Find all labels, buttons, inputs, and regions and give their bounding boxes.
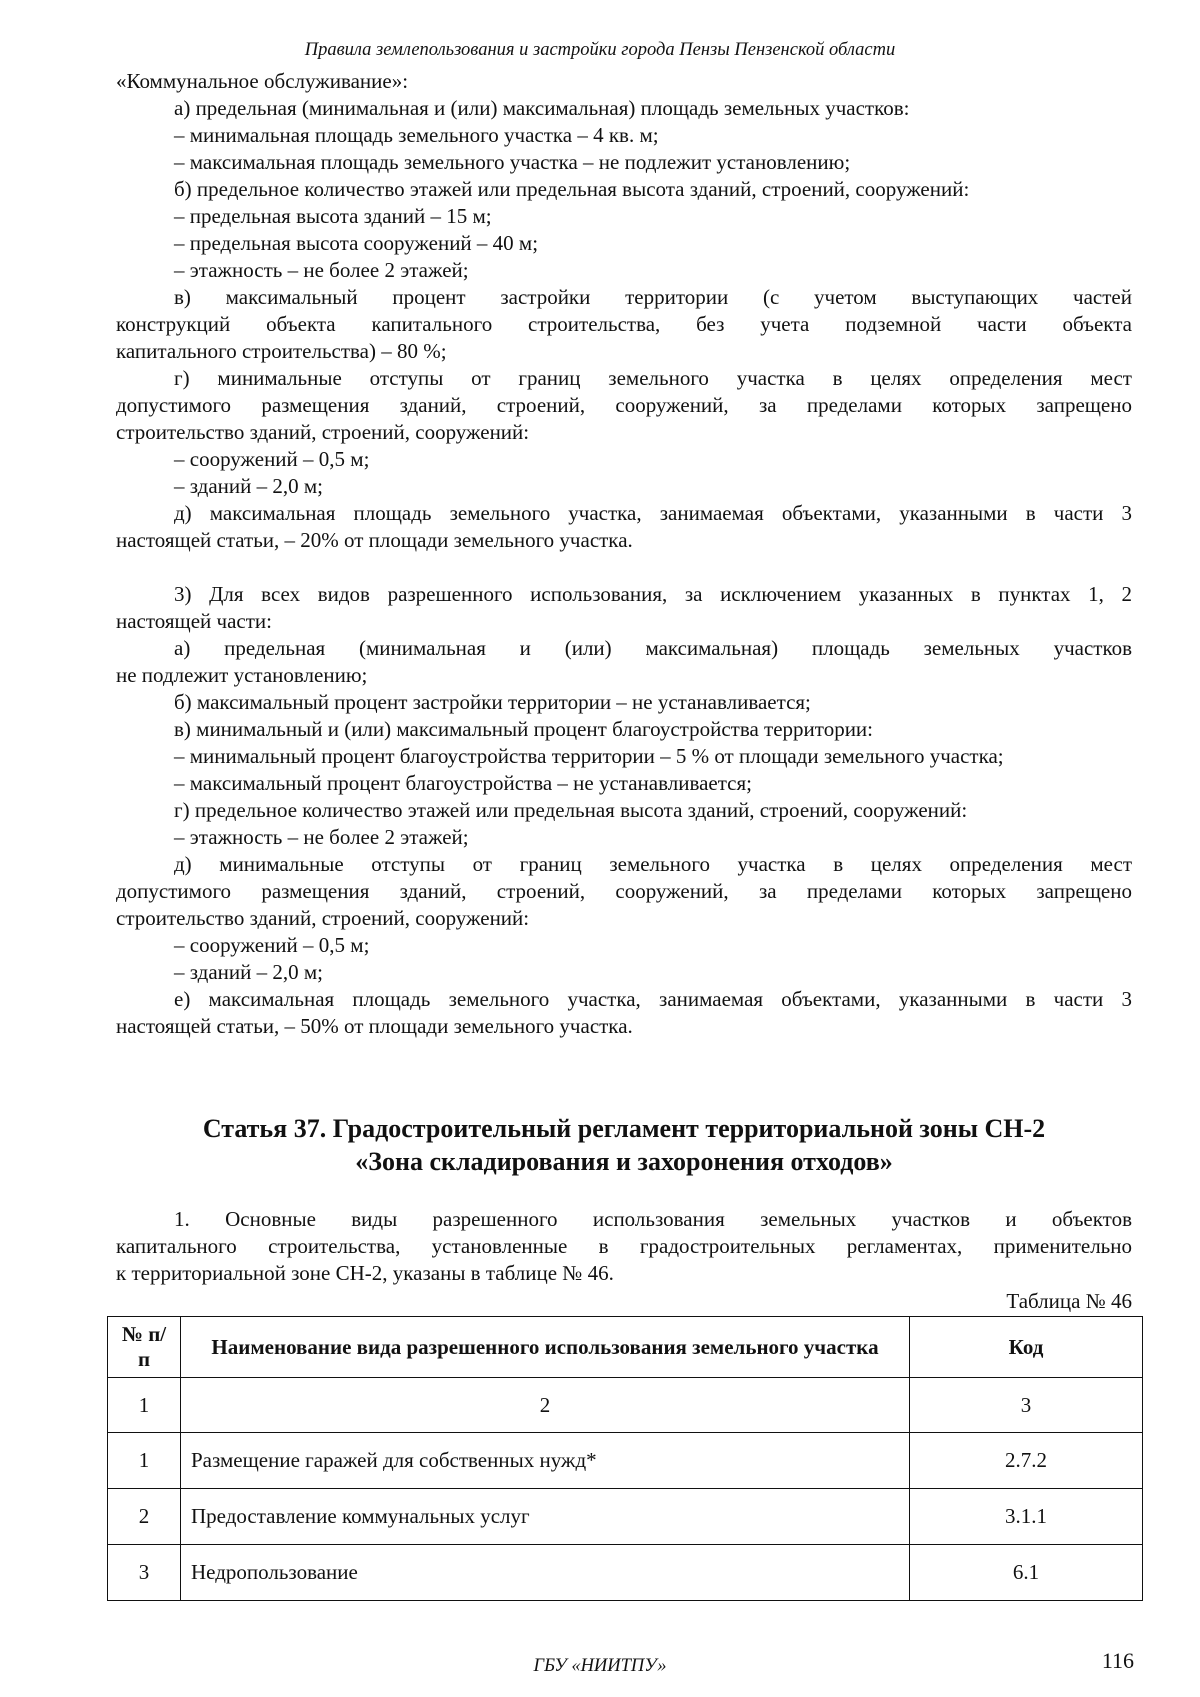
text-line: строительство зданий, строений, сооружений: <box>116 906 530 930</box>
row-code: 6.1 <box>910 1545 1143 1601</box>
table-row <box>108 1489 1143 1545</box>
land-use-table <box>107 1316 1143 1601</box>
text-line: е) максимальная площадь земельного участка, занимаемая объектами, указанными в части 3 <box>174 987 1132 1011</box>
text-line: к территориальной зоне СН-2, указаны в таблице № 46. <box>116 1261 614 1285</box>
table-header-row <box>108 1317 1143 1378</box>
table-caption: Таблица № 46 <box>1006 1289 1132 1313</box>
running-footer: ГБУ «НИИТПУ» <box>533 1656 667 1676</box>
body-text <box>116 68 1132 1040</box>
text-line: не подлежит установлению; <box>116 663 368 687</box>
text-line: капитального строительства, установленные в градостроительных регламентах, применительно <box>116 1234 1132 1258</box>
row-name: Недропользование <box>181 1545 910 1601</box>
text-line: конструкций объекта капитального строительства, без учета подземной части объекта <box>116 312 1132 336</box>
page-number: 116 <box>1101 1648 1134 1673</box>
table-cell: 1 <box>108 1378 181 1433</box>
text-line: – предельная высота сооружений – 40 м; <box>174 231 539 255</box>
row-code: 3.1.1 <box>910 1489 1143 1545</box>
text-line: – сооружений – 0,5 м; <box>174 933 370 957</box>
row-number: 1 <box>108 1433 181 1489</box>
row-number: 3 <box>108 1545 181 1601</box>
text-line: – минимальный процент благоустройства территории – 5 % от площади земельного участка; <box>174 744 1004 768</box>
text-line: – зданий – 2,0 м; <box>174 474 324 498</box>
row-name: Размещение гаражей для собственных нужд* <box>181 1433 910 1489</box>
text-line: настоящей статьи, – 50% от площади земельного участка. <box>116 1014 633 1038</box>
text-line: а) предельная (минимальная и (или) максимальная) площадь земельных участков: <box>174 96 910 120</box>
text-line: настоящей статьи, – 20% от площади земельного участка. <box>116 528 633 552</box>
row-code: 2.7.2 <box>910 1433 1143 1489</box>
text-line: г) предельное количество этажей или предельная высота зданий, строений, сооружений: <box>174 798 968 822</box>
text-line: в) максимальный процент застройки территории (с учетом выступающих частей <box>174 285 1132 309</box>
text-line: – зданий – 2,0 м; <box>174 960 324 984</box>
text-line: д) минимальные отступы от границ земельного участка в целях определения мест <box>174 852 1132 876</box>
text-line: – сооружений – 0,5 м; <box>174 447 370 471</box>
text-line: допустимого размещения зданий, строений, сооружений, за пределами которых запрещено <box>116 393 1132 417</box>
text-line: 3) Для всех видов разрешенного использования, за исключением указанных в пунктах 1, 2 <box>174 582 1132 606</box>
text-line: – максимальный процент благоустройства – не устанавливается; <box>174 771 752 795</box>
article-title <box>116 1112 1132 1178</box>
text-line: допустимого размещения зданий, строений, сооружений, за пределами которых запрещено <box>116 879 1132 903</box>
paragraph-gap <box>116 554 1132 581</box>
header-cell-name: Наименование вида разрешенного использования земельного участка <box>181 1317 910 1378</box>
text-line: в) минимальный и (или) максимальный процент благоустройства территории: <box>174 717 873 741</box>
text-line: – минимальная площадь земельного участка – 4 кв. м; <box>174 123 659 147</box>
text-line: – максимальная площадь земельного участка – не подлежит установлению; <box>174 150 851 174</box>
table-row <box>108 1433 1143 1489</box>
text-line: 1. Основные виды разрешенного использования земельных участков и объектов <box>174 1207 1132 1231</box>
text-line: настоящей части: <box>116 609 272 633</box>
table-row <box>108 1545 1143 1601</box>
row-number: 2 <box>108 1489 181 1545</box>
text-line: г) минимальные отступы от границ земельного участка в целях определения мест <box>174 366 1132 390</box>
table-cell: 3 <box>910 1378 1143 1433</box>
text-line: – предельная высота зданий – 15 м; <box>174 204 492 228</box>
text-line: «Коммунальное обслуживание»: <box>116 69 409 93</box>
running-header: Правила землепользования и застройки города Пензы Пензенской области <box>304 40 896 60</box>
row-name: Предоставление коммунальных услуг <box>181 1489 910 1545</box>
article-title-line: Статья 37. Градостроительный регламент территориальной зоны СН-2 <box>202 1114 1046 1143</box>
text-line: б) максимальный процент застройки территории – не устанавливается; <box>174 690 811 714</box>
header-cell-code: Код <box>910 1317 1143 1378</box>
text-line: – этажность – не более 2 этажей; <box>174 825 469 849</box>
text-line: строительство зданий, строений, сооружений: <box>116 420 530 444</box>
text-line: а) предельная (минимальная и (или) максимальная) площадь земельных участков <box>174 636 1132 660</box>
article-paragraph <box>116 1206 1132 1287</box>
text-line: б) предельное количество этажей или предельная высота зданий, строений, сооружений: <box>174 177 970 201</box>
table-cell: 2 <box>181 1378 910 1433</box>
header-cell-number: № п/п <box>108 1317 181 1378</box>
text-line: – этажность – не более 2 этажей; <box>174 258 469 282</box>
text-line: капитального строительства) – 80 %; <box>116 339 447 363</box>
article-title-line: «Зона складирования и захоронения отходов» <box>355 1147 893 1176</box>
text-line: д) максимальная площадь земельного участка, занимаемая объектами, указанными в части 3 <box>174 501 1132 525</box>
table-numbering-row <box>108 1378 1143 1433</box>
